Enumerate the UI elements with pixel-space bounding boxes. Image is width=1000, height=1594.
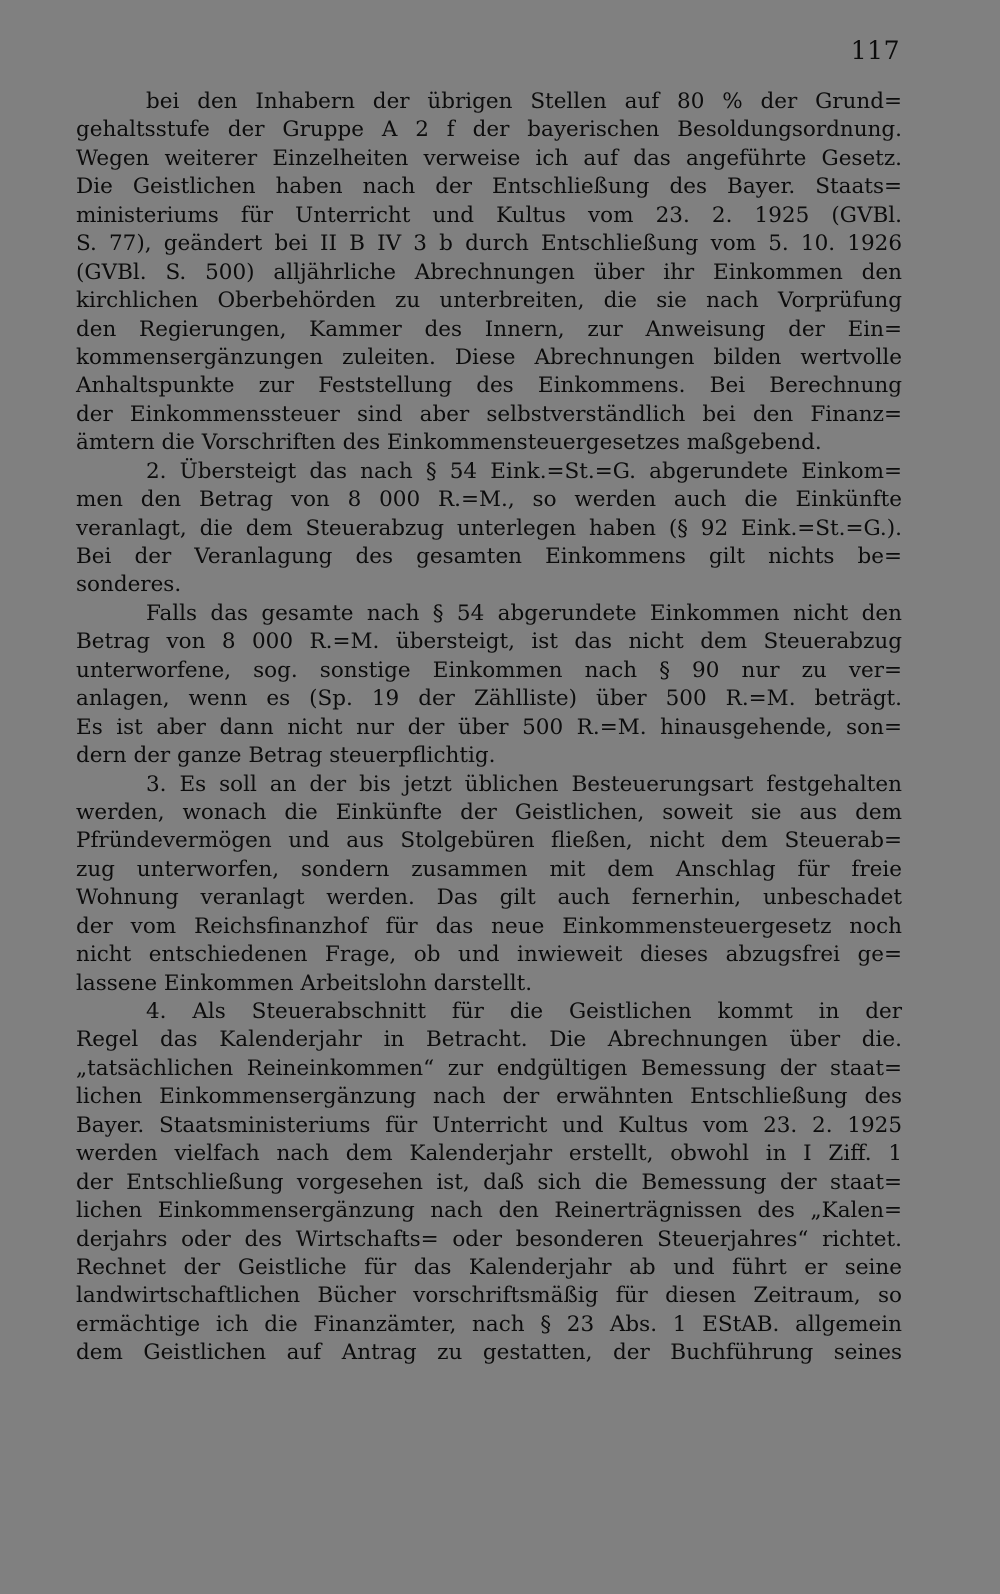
text-line: 3. Es soll an der bis jetzt üblichen Besteuerungsart festgehalten	[146, 771, 902, 797]
text-line: (GVBl. S. 500) alljährliche Abrechnungen über ihr Einkommen den	[76, 259, 902, 285]
text-line: sonderes.	[76, 572, 182, 598]
text-line: dern der ganze Betrag steuerpflichtig.	[76, 743, 496, 769]
text-line: lichen Einkommensergänzung nach der erwähnten Entschließung des	[76, 1084, 902, 1110]
text-line: ministeriums für Unterricht und Kultus vom 23. 2. 1925 (GVBl.	[76, 202, 902, 228]
text-line: zug unterworfen, sondern zusammen mit dem Anschlag für freie	[76, 856, 902, 882]
text-line: den Regierungen, Kammer des Innern, zur Anweisung der Ein=	[76, 316, 902, 342]
text-line: landwirtschaftlichen Bücher vorschriftsmäßig für diesen Zeitraum, so	[76, 1283, 902, 1309]
text-line: Regel das Kalenderjahr in Betracht. Die Abrechnungen über die.	[76, 1027, 902, 1053]
text-line: lichen Einkommensergänzung nach den Reinerträgnissen des „Kalen=	[76, 1198, 902, 1224]
text-line: kommensergänzungen zuleiten. Diese Abrechnungen bilden wertvolle	[76, 344, 902, 370]
text-line: Bayer. Staatsministeriums für Unterricht und Kultus vom 23. 2. 1925	[76, 1112, 902, 1138]
text-line: derjahrs oder des Wirtschafts= oder besonderen Steuerjahres“ richtet.	[76, 1226, 902, 1252]
text-line: Rechnet der Geistliche für das Kalenderjahr ab und führt er seine	[76, 1254, 902, 1280]
text-line: anlagen, wenn es (Sp. 19 der Zählliste) über 500 R.=M. beträgt.	[76, 686, 902, 712]
text-line: gehaltsstufe der Gruppe A 2 f der bayerischen Besoldungsordnung.	[76, 117, 902, 143]
text-line: ermächtige ich die Finanzämter, nach § 23 Abs. 1 EStAB. allgemein	[76, 1311, 902, 1337]
text-line: Wohnung veranlagt werden. Das gilt auch fernerhin, unbeschadet	[76, 885, 902, 911]
text-line: Bei der Veranlagung des gesamten Einkommens gilt nichts be=	[76, 544, 902, 569]
text-line: der Entschließung vorgesehen ist, daß sich die Bemessung der staat=	[76, 1169, 902, 1195]
text-line: men den Betrag von 8 000 R.=M., so werden auch die Einkünfte	[76, 487, 902, 513]
text-line: Falls das gesamte nach § 54 abgerundete Einkommen nicht den	[146, 600, 902, 626]
text-line: lassene Einkommen Arbeitslohn darstellt.	[76, 970, 533, 996]
text-line: „tatsächlichen Reineinkommen“ zur endgültigen Bemessung der staat=	[76, 1055, 902, 1081]
text-line: der Einkommenssteuer sind aber selbstverständlich bei den Finanz=	[76, 401, 902, 427]
text-line: Pfründevermögen und aus Stolgebüren fließen, nicht dem Steuerab=	[76, 828, 902, 854]
text-line: kirchlichen Oberbehörden zu unterbreiten, die sie nach Vorprüfung	[76, 288, 902, 314]
text-line: veranlagt, die dem Steuerabzug unterlegen haben (§ 92 Eink.=St.=G.).	[76, 515, 902, 541]
text-line: Anhaltspunkte zur Feststellung des Einkommens. Bei Berechnung	[76, 373, 902, 399]
page-number: 117	[850, 36, 900, 65]
text-line: werden vielfach nach dem Kalenderjahr erstellt, obwohl in I Ziff. 1	[76, 1141, 902, 1167]
text-line: Es ist aber dann nicht nur der über 500 R.=M. hinausgehende, son=	[76, 714, 902, 740]
text-line: der vom Reichsfinanzhof für das neue Einkommensteuergesetz noch	[76, 913, 902, 939]
text-line: bei den Inhabern der übrigen Stellen auf 80 % der Grund=	[146, 89, 902, 114]
text-line: werden, wonach die Einkünfte der Geistlichen, soweit sie aus dem	[76, 799, 902, 825]
text-line: ämtern die Vorschriften des Einkommensteuergesetzes maßgebend.	[76, 430, 822, 456]
text-line: 2. Übersteigt das nach § 54 Eink.=St.=G. abgerundete Einkom=	[146, 458, 902, 484]
text-line: Wegen weiterer Einzelheiten verweise ich auf das angeführte Gesetz.	[76, 145, 902, 171]
text-line: Die Geistlichen haben nach der Entschließung des Bayer. Staats=	[76, 174, 902, 200]
text-line: 4. Als Steuerabschnitt für die Geistlichen kommt in der	[146, 999, 902, 1024]
text-line: nicht entschiedenen Frage, ob und inwieweit dieses abzugsfrei ge=	[76, 942, 902, 968]
body-text	[76, 88, 902, 1368]
text-line: unterworfene, sog. sonstige Einkommen nach § 90 nur zu ver=	[76, 657, 902, 683]
text-line: S. 77), geändert bei II B IV 3 b durch Entschließung vom 5. 10. 1926	[76, 231, 902, 257]
text-line: dem Geistlichen auf Antrag zu gestatten, der Buchführung seines	[76, 1340, 902, 1366]
text-line: Betrag von 8 000 R.=M. übersteigt, ist das nicht dem Steuerabzug	[76, 629, 902, 655]
